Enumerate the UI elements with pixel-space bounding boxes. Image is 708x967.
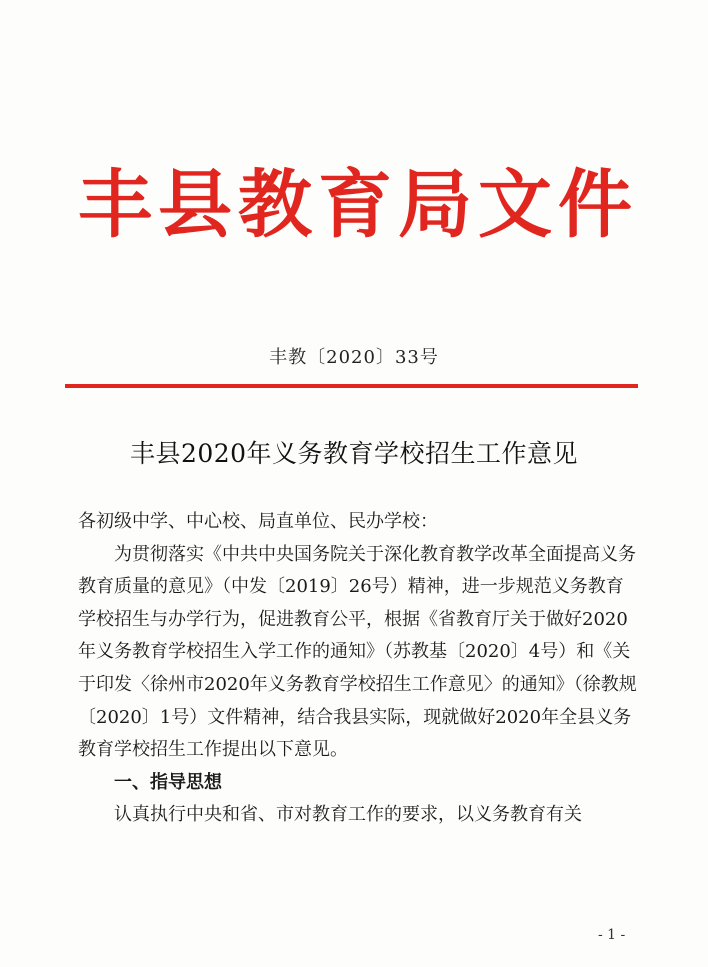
page-number: - 1 -: [598, 927, 626, 943]
intro-paragraph: 为贯彻落实《中共中央国务院关于深化教育教学改革全面提高义务教育质量的意见》（中发〔2019〕26号）精神，进一步规范义务教育学校招生与办学行为，促进教育公平，根据《省教育厅关于做好2020年义务教育学校招生入学工作的通知》（苏教基〔2020〕4号）和《关于印发〈徐州市2020年义务教育学校招生工作意见〉的通知》（徐教规〔2020〕1号）文件精神，结合我县实际，现就做好2020年全县义务教育学校招生工作提出以下意见。: [78, 543, 637, 761]
masthead-title: 丰县教育局文件: [78, 162, 638, 248]
red-divider-line: [65, 384, 638, 388]
salutation: 各初级中学、中心校、局直单位、民办学校：: [78, 511, 438, 532]
section-paragraph: 认真执行中央和省、市对教育工作的要求，以义务教育有关: [114, 804, 582, 826]
document-title: 丰县2020年义务教育学校招生工作意见: [129, 439, 579, 468]
document-number: 丰教〔2020〕33号: [269, 347, 439, 368]
document-body: [78, 506, 638, 832]
section-heading-guiding-ideology: 一、指导思想: [114, 771, 222, 793]
